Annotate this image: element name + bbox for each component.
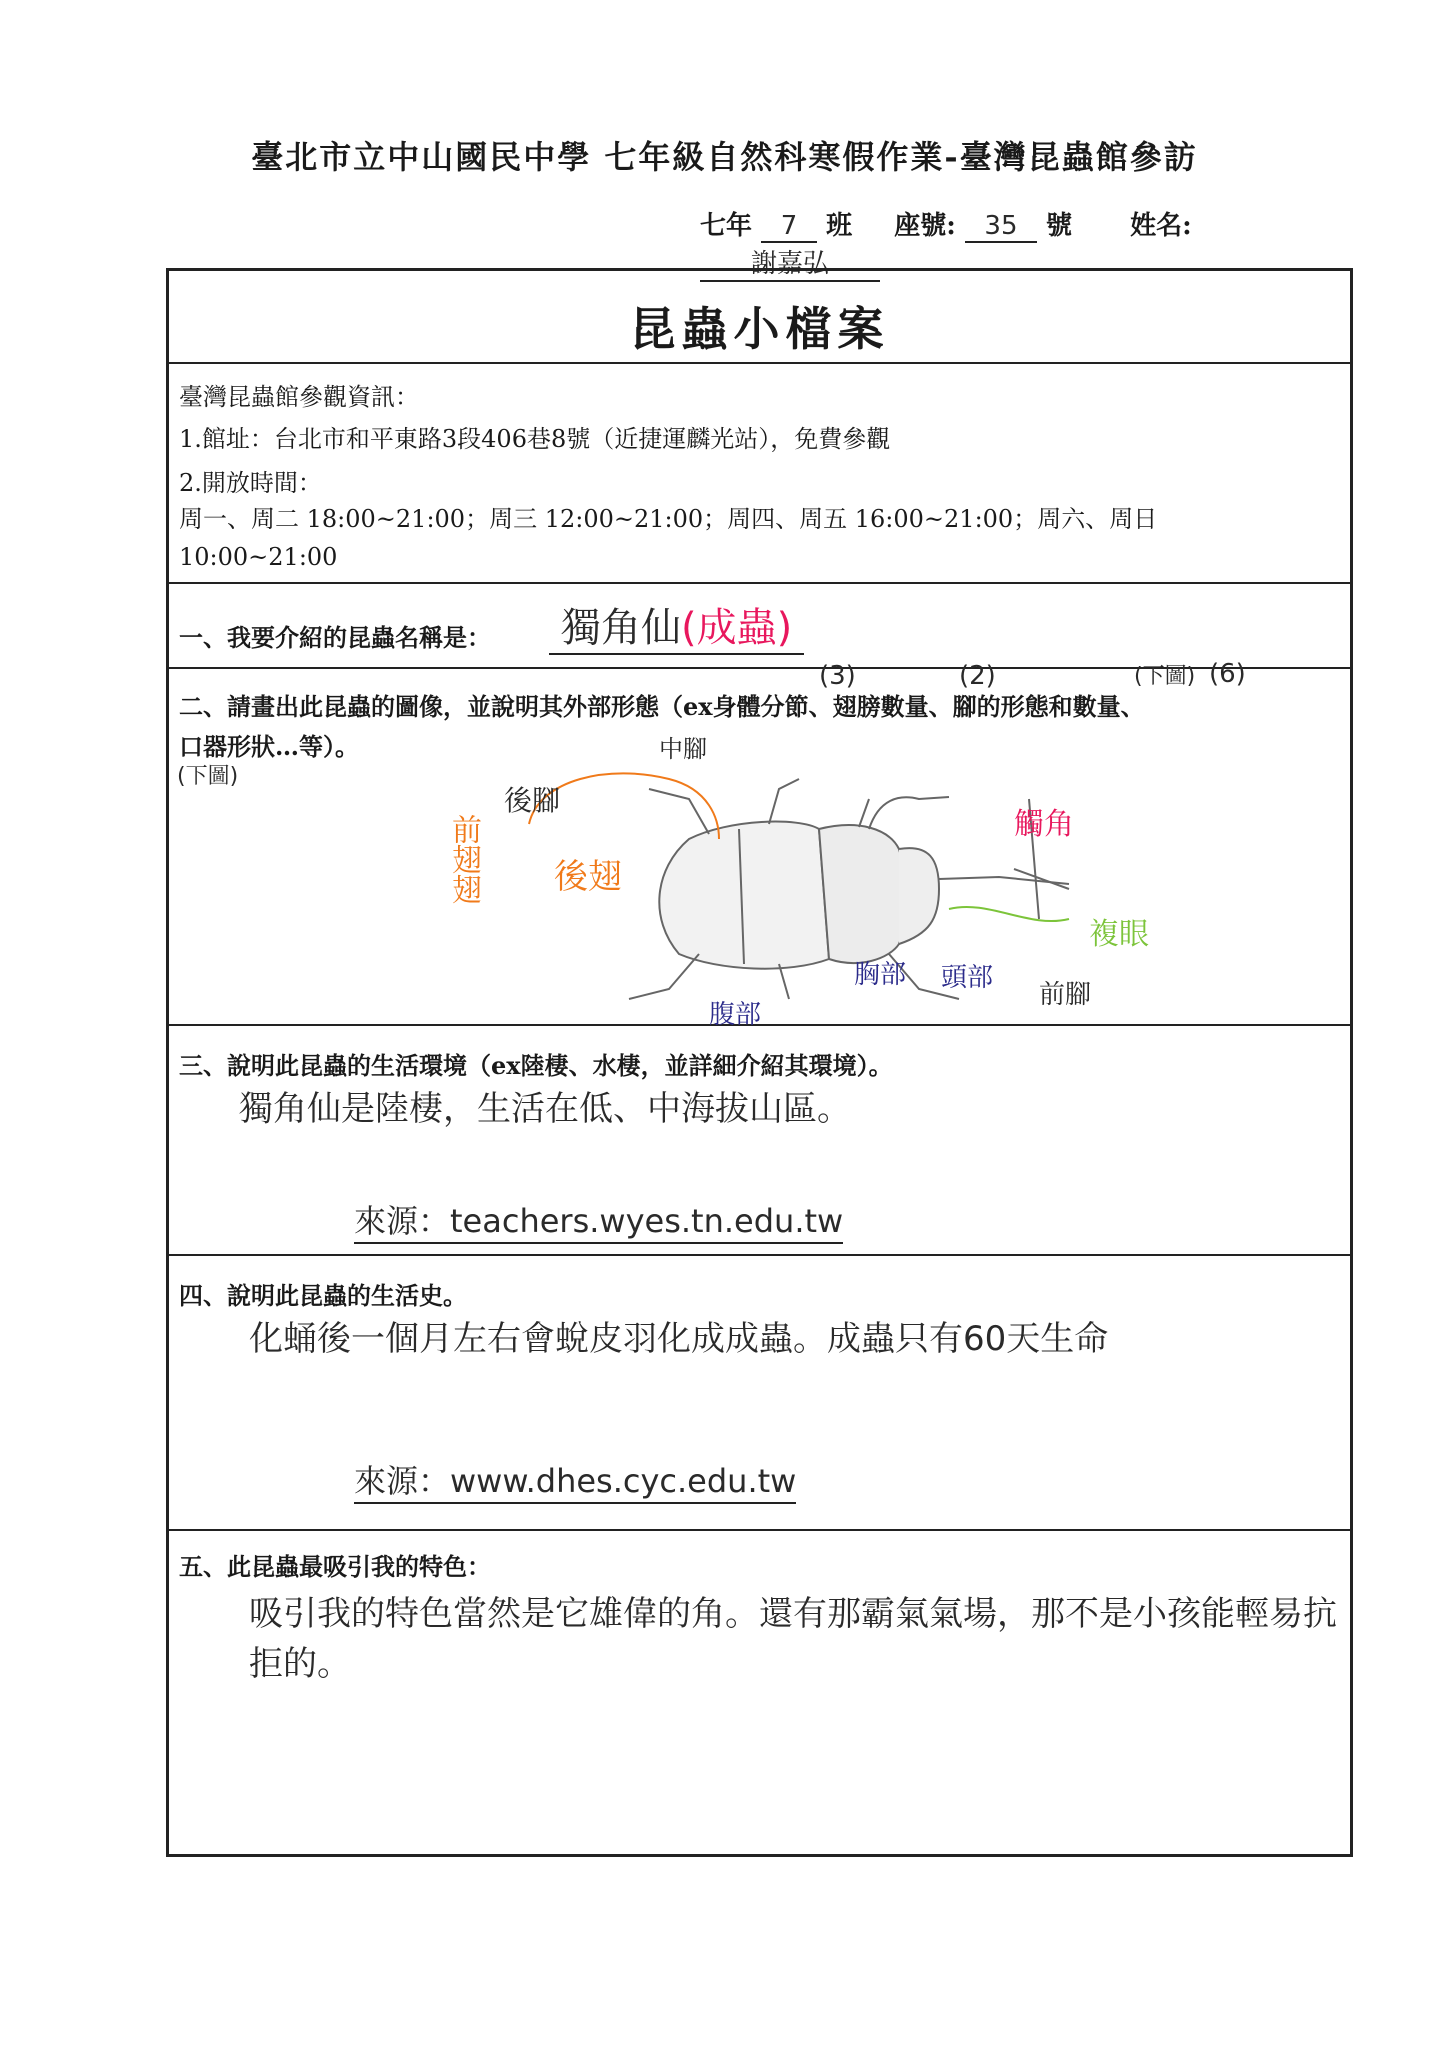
class-number: 7: [761, 211, 817, 243]
beetle-pencil-sketch: [629, 779, 1069, 999]
seat-suffix: 號: [1046, 211, 1073, 241]
q1-prompt: 一、我要介紹的昆蟲名稱是：: [179, 623, 491, 652]
q4-answer: 化蛹後一個月左右會蛻皮羽化成成蟲。成蟲只有60天生命: [249, 1319, 1109, 1359]
label-horn: 觸角: [1014, 807, 1074, 842]
label-hind-wing: 後翅: [554, 857, 622, 897]
grade-label: 七年: [700, 211, 753, 241]
q3-prompt: 三、說明此昆蟲的生活環境（ex陸棲、水棲，並詳細介紹其環境）。: [179, 1051, 893, 1080]
info-heading: 臺灣昆蟲館參觀資訊：: [179, 383, 419, 411]
q1-answer-note: (成蟲): [681, 605, 793, 651]
worksheet-title: 臺北市立中山國民中學 七年級自然科寒假作業-臺灣昆蟲館參訪: [251, 138, 1198, 176]
label-front-leg: 前腳: [1039, 980, 1092, 1010]
student-info-line: [700, 205, 1330, 279]
card-header: [169, 271, 1350, 364]
label-abdomen: 腹部: [709, 1000, 762, 1030]
count-legs-note: (下圖): [1134, 664, 1196, 689]
seat-label: 座號:: [894, 211, 956, 241]
habitat-section: [169, 1026, 1350, 1256]
name-label: 姓名:: [1130, 211, 1192, 241]
q2-prompt-line2: 口器形狀…等）。: [179, 732, 359, 761]
q5-prompt: 五、此昆蟲最吸引我的特色：: [179, 1552, 491, 1581]
count-segments: (3): [819, 661, 856, 691]
info-hours-label: 2.開放時間：: [179, 469, 322, 497]
q4-prompt: 四、說明此昆蟲的生活史。: [179, 1281, 467, 1310]
seat-number: 35: [965, 211, 1037, 243]
label-head: 頭部: [941, 963, 994, 993]
label-front-wing: 前翅翅: [446, 814, 481, 904]
student-name: 謝嘉弘: [700, 243, 880, 282]
count-wings: (2): [959, 661, 996, 691]
q4-source: 來源：www.dhes.cyc.edu.tw: [354, 1456, 796, 1504]
insect-name-section: [169, 584, 1350, 669]
feature-section: [169, 1531, 1350, 1857]
drawing-section: [169, 659, 1350, 1030]
q2-side-note: (下圖): [177, 764, 239, 789]
info-hours-line1: 周一、周二 18:00~21:00；周三 12:00~21:00；周四、周五 16:00~21:00；周六、周日: [179, 505, 1158, 533]
card-title: 昆蟲小檔案: [629, 302, 890, 356]
class-label: 班: [826, 211, 853, 241]
info-hours-line2: 10:00~21:00: [179, 543, 338, 571]
q5-answer-line2: 拒的。: [249, 1644, 351, 1684]
q3-source: 來源：teachers.wyes.tn.edu.tw: [354, 1196, 843, 1244]
info-address: 1.館址：台北市和平東路3段406巷8號（近捷運麟光站），免費參觀: [179, 425, 891, 453]
q3-answer: 獨角仙是陸棲，生活在低、中海拔山區。: [239, 1089, 851, 1129]
insect-profile-card: [166, 268, 1353, 1857]
q1-answer: [549, 596, 804, 655]
q1-answer-name: 獨角仙: [561, 605, 681, 651]
label-compound-eye: 複眼: [1089, 917, 1149, 952]
q2-prompt-line1: 二、請畫出此昆蟲的圖像，並說明其外部形態（ex身體分節、翅膀數量、腳的形態和數量、: [179, 692, 1145, 721]
label-thorax: 胸部: [854, 960, 907, 990]
q5-answer-line1: 吸引我的特色當然是它雄偉的角。還有那霸氣氣場，那不是小孩能輕易抗: [249, 1594, 1337, 1634]
museum-info-section: [169, 364, 1350, 584]
label-hind-leg: 後腳: [504, 784, 561, 817]
life-history-section: [169, 1256, 1350, 1531]
count-legs: (6): [1209, 659, 1246, 689]
label-mid-leg: 中腳: [659, 735, 707, 763]
